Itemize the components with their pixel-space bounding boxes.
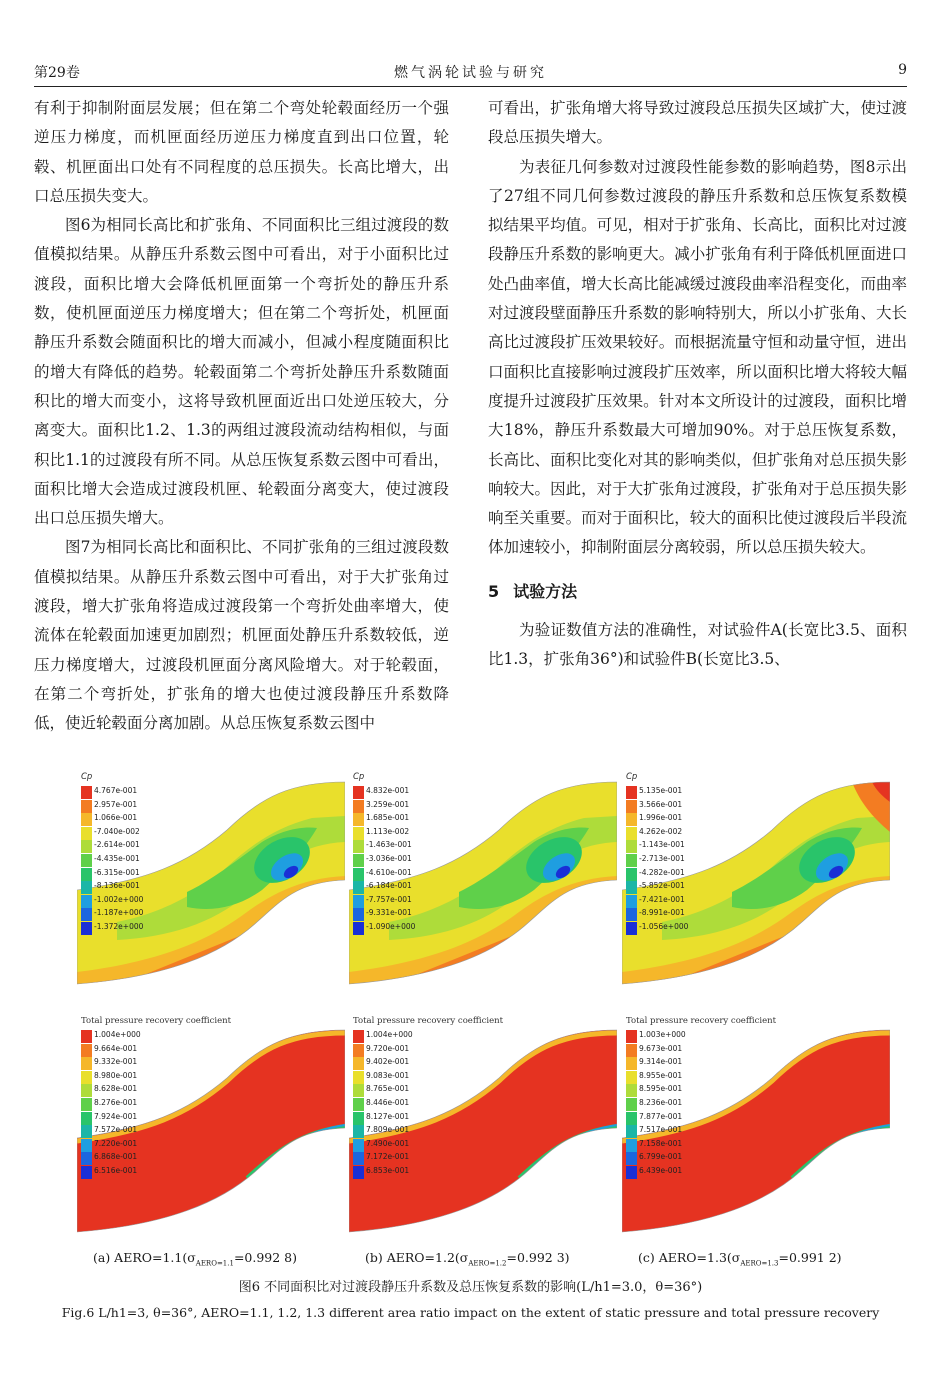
- legend-level: -4.610e-001: [366, 867, 412, 877]
- legend-level: 5.135e-001: [639, 786, 683, 795]
- subfigure-caption-c: (c) $AERO=1.3(\sigma_{AERO=1.3}=0.991$ 2): [638, 1250, 842, 1268]
- legend-swatch: [353, 1139, 364, 1152]
- legend-level: 8.276e-001: [94, 1098, 138, 1107]
- legend-swatch: [626, 922, 637, 935]
- legend-level: 9.720e-001: [366, 1043, 410, 1053]
- legend-level: 7.490e-001: [366, 1138, 410, 1148]
- legend-level: 6.853e-001: [366, 1166, 410, 1175]
- legend-swatch: [626, 895, 637, 908]
- legend-swatch: [81, 800, 92, 813]
- legend-swatch: [626, 881, 637, 894]
- cp-panel-b: [349, 772, 617, 1002]
- legend-level: -1.143e-001: [639, 840, 685, 850]
- legend-swatch: [353, 922, 364, 935]
- legend-level: 8.595e-001: [639, 1084, 683, 1094]
- running-header: [34, 62, 907, 84]
- legend-swatch: [626, 786, 637, 799]
- journal-title: 燃气涡轮试验与研究: [394, 65, 547, 81]
- legend-level: 9.673e-001: [639, 1043, 683, 1053]
- section-heading: [488, 577, 907, 606]
- legend-swatch: [626, 813, 637, 826]
- legend-level: -4.435e-001: [94, 854, 140, 863]
- header-rule: [34, 86, 907, 87]
- legend-level: -1.056e+000: [639, 922, 689, 931]
- legend-level: -4.282e-001: [639, 867, 685, 877]
- left-column: [34, 94, 449, 739]
- right-paragraph-1: 可看出，扩张角增大将导致过渡段总压损失区域扩大，使过渡段总压损失增大。: [488, 99, 907, 147]
- legend-swatch: [626, 1044, 637, 1057]
- legend-swatch: [353, 908, 364, 921]
- legend-level: -6.184e-001: [366, 881, 412, 891]
- page-number: 9: [898, 62, 907, 78]
- legend-swatch: [626, 1071, 637, 1084]
- legend-level: 7.809e-001: [366, 1125, 410, 1135]
- legend-level: 6.516e-001: [94, 1166, 138, 1175]
- legend-level: 7.517e-001: [639, 1125, 683, 1135]
- legend-swatch: [626, 800, 637, 813]
- legend-swatch: [353, 868, 364, 881]
- legend-swatch: [81, 1152, 92, 1165]
- tp-legend-title: Total pressure recovery coefficient: [81, 1016, 231, 1026]
- legend-swatch: [81, 840, 92, 853]
- legend-level: -5.852e-001: [639, 881, 685, 891]
- legend-level: 9.402e-001: [366, 1057, 410, 1067]
- left-paragraph-1: 有利于抑制附面层发展；但在第二个弯处轮毂面经历一个强逆压力梯度，而机匣面经历逆压力梯度直到出口位置，轮毂、机匣面出口处有不同程度的总压损失。长高比增大，出口总压损失变大。: [34, 99, 449, 205]
- legend-swatch: [626, 840, 637, 853]
- legend-level: 8.446e-001: [366, 1098, 410, 1107]
- legend-swatch: [626, 1057, 637, 1070]
- legend-level: -9.331e-001: [366, 908, 412, 918]
- legend-level: -7.040e-002: [94, 826, 140, 836]
- legend-level: -1.463e-001: [366, 840, 412, 850]
- cp-legend-title: Cp: [353, 772, 365, 782]
- legend-level: -6.315e-001: [94, 867, 140, 877]
- legend-level: 7.924e-001: [94, 1111, 138, 1121]
- legend-swatch: [353, 1166, 364, 1179]
- figure-caption-en: Fig.6 L/h1=3, θ=36°, AERO=1.1, 1.2, 1.3 different area ratio impact on the extent of static pressure and total pressure recovery: [61, 1305, 880, 1320]
- legend-swatch: [353, 800, 364, 813]
- legend-swatch: [353, 1152, 364, 1165]
- legend-level: -8.136e-001: [94, 881, 140, 891]
- legend-level: -1.372e+000: [94, 922, 144, 931]
- legend-swatch: [626, 827, 637, 840]
- legend-swatch: [353, 1057, 364, 1070]
- legend-level: 9.332e-001: [94, 1057, 138, 1067]
- subfigure-caption-a: (a) $AERO=1.1(\sigma_{AERO=1.1}=0.992$ 8): [93, 1250, 297, 1268]
- legend-swatch: [353, 1044, 364, 1057]
- legend-swatch: [626, 868, 637, 881]
- legend-level: 1.113e-002: [366, 826, 410, 836]
- section-paragraph: 为验证数值方法的准确性，对试验件A(长宽比3.5、面积比1.3，扩张角36°)和试验件B(长宽比3.5、: [488, 621, 907, 669]
- total-pressure-panel-c: [622, 1016, 890, 1246]
- legend-level: 1.066e-001: [94, 813, 138, 823]
- legend-swatch: [626, 1125, 637, 1138]
- legend-level: 1.685e-001: [366, 813, 410, 823]
- legend-level: 8.955e-001: [639, 1070, 683, 1080]
- legend-level: 8.127e-001: [366, 1111, 410, 1121]
- legend-level: 8.236e-001: [639, 1098, 683, 1107]
- legend-swatch: [81, 1125, 92, 1138]
- right-paragraph-2: 为表征几何参数对过渡段性能参数的影响趋势，图8示出了27组不同几何参数过渡段的静压升系数和总压恢复系数模拟结果平均值。可见，相对于扩张角、长高比，面积比对过渡段静压升系数的影响更大。减小扩张角有利于降低机匣面进口处凸曲率值，增大长高比能减缓过渡段曲率沿程变化，而曲率对过渡段壁面静压升系数的影响特别大，所以小扩张角、大长高比过渡段扩压效果较好。而根据流量守恒和动量守恒，进出口面积比直接影响过渡段扩压效率，所以面积比增大将较大幅度提升过渡段扩压效果。针对本文所设计的过渡段，面积比增大18%，静压升系数最大可增加90%。对于总压恢复系数，长高比、面积比变化对其的影响类似，但扩张角对总压损失影响较大。因此，对于大扩张角过渡段，扩张角对于总压损失影响至关重要。而对于面积比，较大的面积比使过渡段后半段流体加速较小，抑制附面层分离较弱，所以总压损失较大。: [488, 157, 907, 557]
- legend-level: 8.628e-001: [94, 1084, 138, 1094]
- legend-level: 6.799e-001: [639, 1152, 683, 1162]
- legend-swatch: [353, 1030, 364, 1043]
- section-title: 试验方法: [513, 581, 578, 601]
- legend-swatch: [353, 813, 364, 826]
- legend-swatch: [353, 881, 364, 894]
- cp-panel-a: [77, 772, 345, 1002]
- legend-swatch: [626, 854, 637, 867]
- legend-level: 1.004e+000: [94, 1030, 141, 1039]
- legend-swatch: [81, 1084, 92, 1097]
- legend-level: -2.713e-001: [639, 854, 685, 863]
- legend-level: 6.439e-001: [639, 1166, 683, 1175]
- cp-legend-title: Cp: [626, 772, 638, 782]
- volume-label: 第29卷: [34, 65, 80, 81]
- legend-level: -1.187e+000: [94, 908, 144, 918]
- legend-swatch: [353, 1098, 364, 1111]
- left-paragraph-3: 图7为相同长高比和面积比、不同扩张角的三组过渡段数值模拟结果。从静压升系数云图中可看出，对于大扩张角过渡段，增大扩张角将造成过渡段第一个弯折处曲率增大，使流体在轮毂面加速更加剧烈；机匣面处静压升系数较低，逆压力梯度增大，过渡段机匣面分离风险增大。对于轮毂面，在第二个弯折处，扩张角的增大也使过渡段静压升系数降低，使近轮毂面分离加剧。从总压恢复系数云图中: [34, 538, 449, 733]
- legend-swatch: [353, 895, 364, 908]
- legend-level: 4.832e-001: [366, 786, 410, 795]
- tp-legend-title: Total pressure recovery coefficient: [626, 1016, 776, 1026]
- legend-swatch: [353, 854, 364, 867]
- legend-swatch: [353, 1112, 364, 1125]
- legend-level: 7.158e-001: [639, 1138, 683, 1148]
- legend-swatch: [81, 1139, 92, 1152]
- legend-swatch: [626, 1166, 637, 1179]
- legend-level: 7.572e-001: [94, 1125, 138, 1135]
- legend-level: 3.259e-001: [366, 799, 410, 809]
- legend-swatch: [626, 908, 637, 921]
- cp-panel-c: [622, 772, 890, 1002]
- legend-swatch: [626, 1139, 637, 1152]
- legend-swatch: [626, 1030, 637, 1043]
- legend-swatch: [353, 1084, 364, 1097]
- cp-legend-title: Cp: [81, 772, 93, 782]
- legend-level: 1.996e-001: [639, 813, 683, 823]
- legend-level: 2.957e-001: [94, 799, 138, 809]
- legend-level: 9.664e-001: [94, 1043, 138, 1053]
- legend-swatch: [626, 1152, 637, 1165]
- legend-swatch: [353, 827, 364, 840]
- legend-swatch: [81, 854, 92, 867]
- right-column: [488, 94, 907, 675]
- legend-level: -2.614e-001: [94, 840, 140, 850]
- legend-level: 7.877e-001: [639, 1111, 683, 1121]
- legend-level: -7.757e-001: [366, 894, 412, 904]
- legend-swatch: [81, 908, 92, 921]
- legend-swatch: [81, 922, 92, 935]
- legend-swatch: [81, 868, 92, 881]
- legend-level: 4.262e-002: [639, 826, 683, 836]
- legend-swatch: [81, 827, 92, 840]
- legend-level: -7.421e-001: [639, 894, 685, 904]
- figure-caption-zh: 图6 不同面积比对过渡段静压升系数及总压恢复系数的影响(L/h1=3.0，θ=36°): [238, 1280, 703, 1295]
- legend-level: 9.314e-001: [639, 1057, 683, 1067]
- legend-swatch: [353, 1125, 364, 1138]
- legend-level: 1.004e+000: [366, 1030, 413, 1039]
- left-paragraph-2: 图6为相同长高比和扩张角、不同面积比三组过渡段的数值模拟结果。从静压升系数云图中可看出，对于小面积比过渡段，面积比增大会降低机匣面第一个弯折处的静压升系数，使机匣面逆压力梯度增大；但在第二个弯折处，机匣面静压升系数会随面积比的增大而减小，但减小程度随面积比的增大有降低的趋势。轮毂面第二个弯折处静压升系数随面积比的增大而变小，这将导致机匣面近出口处逆压较大，分离变大。面积比1.2、1.3的两组过渡段流动结构相似，与面积比1.1的过渡段有所不同。从总压恢复系数云图中可看出，面积比增大会造成过渡段机匣、轮毂面分离变大，使过渡段出口总压损失增大。: [34, 216, 449, 528]
- legend-level: 9.083e-001: [366, 1070, 410, 1080]
- legend-level: -1.090e+000: [366, 922, 416, 931]
- legend-swatch: [81, 1044, 92, 1057]
- legend-level: -1.002e+000: [94, 894, 144, 904]
- total-pressure-panel-a: [77, 1016, 345, 1246]
- total-pressure-panel-b: [349, 1016, 617, 1246]
- legend-level: 4.767e-001: [94, 786, 138, 795]
- legend-swatch: [626, 1112, 637, 1125]
- legend-swatch: [81, 1057, 92, 1070]
- legend-swatch: [81, 881, 92, 894]
- legend-swatch: [353, 1071, 364, 1084]
- legend-level: 7.172e-001: [366, 1152, 410, 1162]
- tp-legend-title: Total pressure recovery coefficient: [353, 1016, 503, 1026]
- legend-swatch: [81, 895, 92, 908]
- legend-swatch: [81, 1071, 92, 1084]
- legend-swatch: [353, 786, 364, 799]
- legend-level: 3.566e-001: [639, 799, 683, 809]
- legend-level: -3.036e-001: [366, 854, 412, 863]
- legend-level: 8.765e-001: [366, 1084, 410, 1094]
- legend-swatch: [81, 1166, 92, 1179]
- subfigure-caption-b: (b) $AERO=1.2(\sigma_{AERO=1.2}=0.992$ 3): [365, 1250, 570, 1268]
- legend-swatch: [626, 1098, 637, 1111]
- legend-swatch: [81, 1098, 92, 1111]
- section-number: 5: [488, 581, 500, 601]
- legend-level: 7.220e-001: [94, 1138, 138, 1148]
- legend-level: 1.003e+000: [639, 1030, 686, 1039]
- legend-level: 8.980e-001: [94, 1070, 138, 1080]
- legend-swatch: [81, 1112, 92, 1125]
- legend-swatch: [81, 786, 92, 799]
- legend-swatch: [81, 1030, 92, 1043]
- legend-level: -8.991e-001: [639, 908, 685, 918]
- legend-level: 6.868e-001: [94, 1152, 138, 1162]
- legend-swatch: [626, 1084, 637, 1097]
- legend-swatch: [81, 813, 92, 826]
- legend-swatch: [353, 840, 364, 853]
